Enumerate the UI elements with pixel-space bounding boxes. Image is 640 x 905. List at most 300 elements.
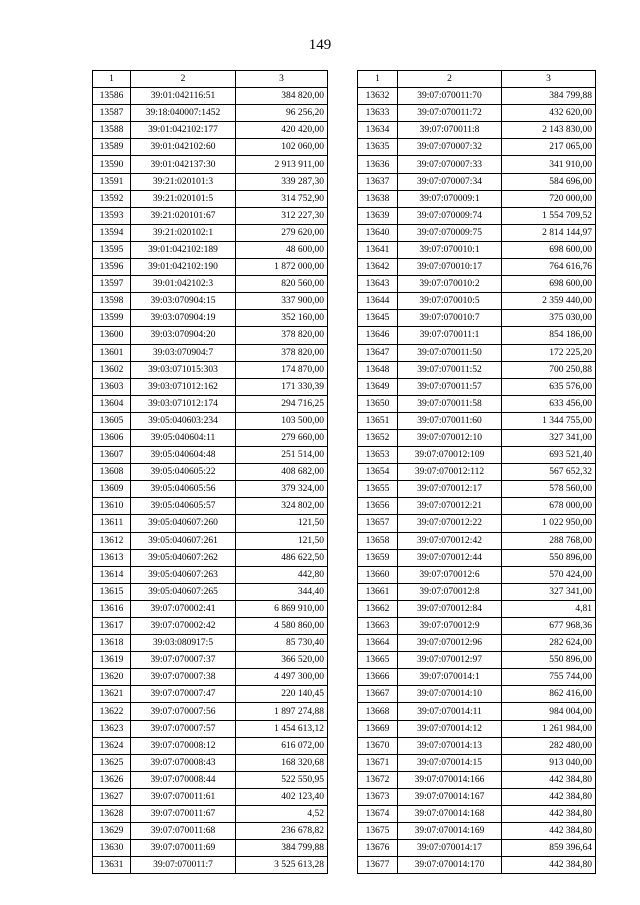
- row-index-cell: 13604: [93, 395, 131, 412]
- row-index-cell: 13668: [358, 703, 398, 720]
- cadastral-number-cell: 39:01:042102:189: [131, 241, 236, 258]
- table-row: [93, 788, 328, 805]
- row-index-cell: 13627: [93, 788, 131, 805]
- row-index-cell: 13666: [358, 669, 398, 686]
- table-row: [93, 635, 328, 652]
- cadastral-number-cell: 39:07:070012:44: [398, 549, 502, 566]
- value-cell: 384 799,88: [236, 840, 328, 857]
- value-cell: 375 030,00: [502, 310, 596, 327]
- row-index-cell: 13628: [93, 806, 131, 823]
- page-number: 149: [308, 37, 332, 53]
- row-index-cell: 13615: [93, 583, 131, 600]
- table-row: [93, 823, 328, 840]
- cadastral-number-cell: 39:07:070011:1: [398, 327, 502, 344]
- row-index-cell: 13598: [93, 293, 131, 310]
- table-row: [358, 88, 596, 105]
- row-index-cell: 13591: [93, 173, 131, 190]
- cadastral-number-cell: 39:07:070011:68: [131, 823, 236, 840]
- table-row: [358, 293, 596, 310]
- table-row: [93, 498, 328, 515]
- value-cell: 288 768,00: [502, 532, 596, 549]
- table-row: [93, 720, 328, 737]
- table-row: [93, 447, 328, 464]
- table-row: [358, 806, 596, 823]
- value-cell: 4,52: [236, 806, 328, 823]
- value-cell: 171 330,39: [236, 378, 328, 395]
- table-row: [93, 344, 328, 361]
- table-row: [358, 361, 596, 378]
- cadastral-number-cell: 39:21:020101:5: [131, 190, 236, 207]
- cadastral-number-cell: 39:03:070904:7: [131, 344, 236, 361]
- column-header-cadastral-number: 2: [131, 71, 236, 88]
- row-index-cell: 13600: [93, 327, 131, 344]
- cadastral-number-cell: 39:07:070008:44: [131, 771, 236, 788]
- row-index-cell: 13655: [358, 481, 398, 498]
- row-index-cell: 13613: [93, 549, 131, 566]
- header-row: [93, 71, 328, 88]
- value-cell: 251 514,00: [236, 447, 328, 464]
- value-cell: 282 480,00: [502, 737, 596, 754]
- table-row: [358, 481, 596, 498]
- cadastral-number-cell: 39:05:040604:48: [131, 447, 236, 464]
- cadastral-number-cell: 39:21:020101:3: [131, 173, 236, 190]
- cadastral-number-cell: 39:21:020102:1: [131, 224, 236, 241]
- row-index-cell: 13616: [93, 600, 131, 617]
- cadastral-number-cell: 39:07:070012:22: [398, 515, 502, 532]
- value-cell: 337 900,00: [236, 293, 328, 310]
- table-row: [358, 378, 596, 395]
- table-row: [358, 259, 596, 276]
- cadastral-number-cell: 39:05:040604:11: [131, 429, 236, 446]
- value-cell: 4 580 860,00: [236, 618, 328, 635]
- value-cell: 217 065,00: [502, 139, 596, 156]
- cadastral-number-cell: 39:05:040607:265: [131, 583, 236, 600]
- value-cell: 635 576,00: [502, 378, 596, 395]
- row-index-cell: 13592: [93, 190, 131, 207]
- row-index-cell: 13644: [358, 293, 398, 310]
- row-index-cell: 13665: [358, 652, 398, 669]
- value-cell: 103 500,00: [236, 412, 328, 429]
- row-index-cell: 13607: [93, 447, 131, 464]
- row-index-cell: 13610: [93, 498, 131, 515]
- cadastral-number-cell: 39:03:070904:19: [131, 310, 236, 327]
- table-row: [358, 429, 596, 446]
- row-index-cell: 13645: [358, 310, 398, 327]
- row-index-cell: 13621: [93, 686, 131, 703]
- cadastral-number-cell: 39:03:071015:303: [131, 361, 236, 378]
- value-cell: 442 384,80: [502, 788, 596, 805]
- value-cell: 384 799,88: [502, 88, 596, 105]
- table-row: [93, 754, 328, 771]
- table-row: [93, 652, 328, 669]
- value-cell: 220 140,45: [236, 686, 328, 703]
- cadastral-number-cell: 39:07:070012:8: [398, 583, 502, 600]
- cadastral-number-cell: 39:07:070014:13: [398, 737, 502, 754]
- row-index-cell: 13638: [358, 190, 398, 207]
- value-cell: 442 384,80: [502, 823, 596, 840]
- row-index-cell: 13630: [93, 840, 131, 857]
- cadastral-number-cell: 39:07:070012:21: [398, 498, 502, 515]
- value-cell: 314 752,90: [236, 190, 328, 207]
- value-cell: 96 256,20: [236, 105, 328, 122]
- cadastral-number-cell: 39:07:070011:60: [398, 412, 502, 429]
- value-cell: 172 225,20: [502, 344, 596, 361]
- cadastral-number-cell: 39:01:042102:3: [131, 276, 236, 293]
- table-row: [93, 840, 328, 857]
- table-row: [93, 737, 328, 754]
- table-row: [358, 241, 596, 258]
- cadastral-number-cell: 39:07:070011:67: [131, 806, 236, 823]
- cadastral-number-cell: 39:07:070012:97: [398, 652, 502, 669]
- value-cell: 168 320,68: [236, 754, 328, 771]
- row-index-cell: 13587: [93, 105, 131, 122]
- cadastral-number-cell: 39:07:070011:8: [398, 122, 502, 139]
- row-index-cell: 13672: [358, 771, 398, 788]
- value-cell: 402 123,40: [236, 788, 328, 805]
- value-cell: 859 396,64: [502, 840, 596, 857]
- value-cell: 764 616,76: [502, 259, 596, 276]
- row-index-cell: 13625: [93, 754, 131, 771]
- cadastral-number-cell: 39:07:070007:47: [131, 686, 236, 703]
- table-row: [358, 703, 596, 720]
- cadastral-number-cell: 39:07:070014:167: [398, 788, 502, 805]
- row-index-cell: 13673: [358, 788, 398, 805]
- row-index-cell: 13663: [358, 618, 398, 635]
- row-index-cell: 13660: [358, 566, 398, 583]
- cadastral-number-cell: 39:03:071012:174: [131, 395, 236, 412]
- table-row: [93, 88, 328, 105]
- cadastral-number-cell: 39:07:070014:1: [398, 669, 502, 686]
- row-index-cell: 13608: [93, 464, 131, 481]
- row-index-cell: 13671: [358, 754, 398, 771]
- row-index-cell: 13595: [93, 241, 131, 258]
- table-row: [358, 737, 596, 754]
- cadastral-number-cell: 39:07:070014:11: [398, 703, 502, 720]
- cadastral-number-cell: 39:05:040607:263: [131, 566, 236, 583]
- row-index-cell: 13636: [358, 156, 398, 173]
- value-cell: 279 660,00: [236, 429, 328, 446]
- table-row: [93, 857, 328, 874]
- table-row: [358, 840, 596, 857]
- header-row: [358, 71, 596, 88]
- value-cell: 384 820,00: [236, 88, 328, 105]
- value-cell: 1 897 274,88: [236, 703, 328, 720]
- table-row: [93, 549, 328, 566]
- row-index-cell: 13594: [93, 224, 131, 241]
- row-index-cell: 13651: [358, 412, 398, 429]
- table-row: [93, 224, 328, 241]
- row-index-cell: 13586: [93, 88, 131, 105]
- column-header-index: 1: [358, 71, 398, 88]
- table-row: [358, 600, 596, 617]
- value-cell: 1 022 950,00: [502, 515, 596, 532]
- table-row: [93, 190, 328, 207]
- row-index-cell: 13596: [93, 259, 131, 276]
- table-row: [358, 207, 596, 224]
- value-cell: 720 000,00: [502, 190, 596, 207]
- cadastral-number-cell: 39:07:070007:57: [131, 720, 236, 737]
- value-cell: 1 454 613,12: [236, 720, 328, 737]
- row-index-cell: 13670: [358, 737, 398, 754]
- value-cell: 294 716,25: [236, 395, 328, 412]
- table-row: [358, 618, 596, 635]
- cadastral-number-cell: 39:07:070014:12: [398, 720, 502, 737]
- column-header-index: 1: [93, 71, 131, 88]
- row-index-cell: 13606: [93, 429, 131, 446]
- cadastral-number-cell: 39:05:040605:22: [131, 464, 236, 481]
- row-index-cell: 13656: [358, 498, 398, 515]
- row-index-cell: 13649: [358, 378, 398, 395]
- table-row: [93, 156, 328, 173]
- value-cell: 344,40: [236, 583, 328, 600]
- value-cell: 550 896,00: [502, 652, 596, 669]
- row-index-cell: 13597: [93, 276, 131, 293]
- table-row: [93, 481, 328, 498]
- row-index-cell: 13605: [93, 412, 131, 429]
- value-cell: 442 384,80: [502, 806, 596, 823]
- cadastral-number-cell: 39:07:070008:12: [131, 737, 236, 754]
- table-row: [358, 276, 596, 293]
- cadastral-number-cell: 39:07:070010:2: [398, 276, 502, 293]
- value-cell: 584 696,00: [502, 173, 596, 190]
- table-row: [358, 635, 596, 652]
- row-index-cell: 13629: [93, 823, 131, 840]
- value-cell: 6 869 910,00: [236, 600, 328, 617]
- value-cell: 378 820,00: [236, 327, 328, 344]
- cadastral-number-cell: 39:05:040603:234: [131, 412, 236, 429]
- value-cell: 174 870,00: [236, 361, 328, 378]
- value-cell: 2 913 911,00: [236, 156, 328, 173]
- table-row: [93, 429, 328, 446]
- table-row: [93, 139, 328, 156]
- cadastral-number-cell: 39:07:070010:1: [398, 241, 502, 258]
- cadastral-number-cell: 39:07:070012:109: [398, 447, 502, 464]
- table-row: [93, 686, 328, 703]
- cadastral-number-cell: 39:05:040607:260: [131, 515, 236, 532]
- table-row: [93, 293, 328, 310]
- row-index-cell: 13611: [93, 515, 131, 532]
- row-index-cell: 13654: [358, 464, 398, 481]
- value-cell: 698 600,00: [502, 241, 596, 258]
- value-cell: 677 968,36: [502, 618, 596, 635]
- cadastral-number-cell: 39:05:040605:56: [131, 481, 236, 498]
- table-row: [93, 532, 328, 549]
- row-index-cell: 13631: [93, 857, 131, 874]
- value-cell: 327 341,00: [502, 429, 596, 446]
- table-row: [358, 549, 596, 566]
- value-cell: 442 384,80: [502, 771, 596, 788]
- value-cell: 550 896,00: [502, 549, 596, 566]
- cadastral-number-cell: 39:07:070014:15: [398, 754, 502, 771]
- value-cell: 327 341,00: [502, 583, 596, 600]
- table-row: [93, 669, 328, 686]
- value-cell: 2 359 440,00: [502, 293, 596, 310]
- cadastral-number-cell: 39:07:070007:33: [398, 156, 502, 173]
- table-row: [358, 105, 596, 122]
- table-row: [93, 122, 328, 139]
- cadastral-number-cell: 39:01:042116:51: [131, 88, 236, 105]
- cadastral-number-cell: 39:01:042102:190: [131, 259, 236, 276]
- table-row: [93, 771, 328, 788]
- value-cell: 4 497 300,00: [236, 669, 328, 686]
- row-index-cell: 13620: [93, 669, 131, 686]
- cadastral-number-cell: 39:07:070011:58: [398, 395, 502, 412]
- cadastral-number-cell: 39:03:080917:5: [131, 635, 236, 652]
- table-row: [358, 720, 596, 737]
- value-cell: 854 186,00: [502, 327, 596, 344]
- value-cell: 102 060,00: [236, 139, 328, 156]
- row-index-cell: 13626: [93, 771, 131, 788]
- value-cell: 984 004,00: [502, 703, 596, 720]
- value-cell: 1 872 000,00: [236, 259, 328, 276]
- value-cell: 2 814 144,97: [502, 224, 596, 241]
- row-index-cell: 13657: [358, 515, 398, 532]
- row-index-cell: 13599: [93, 310, 131, 327]
- table-row: [358, 857, 596, 874]
- table-row: [93, 327, 328, 344]
- row-index-cell: 13612: [93, 532, 131, 549]
- value-cell: 408 682,00: [236, 464, 328, 481]
- value-cell: 862 416,00: [502, 686, 596, 703]
- value-cell: 236 678,82: [236, 823, 328, 840]
- value-cell: 698 600,00: [502, 276, 596, 293]
- row-index-cell: 13647: [358, 344, 398, 361]
- row-index-cell: 13588: [93, 122, 131, 139]
- cadastral-number-cell: 39:07:070007:34: [398, 173, 502, 190]
- value-cell: 442,80: [236, 566, 328, 583]
- cadastral-number-cell: 39:07:070008:43: [131, 754, 236, 771]
- table-row: [93, 412, 328, 429]
- cadastral-number-cell: 39:01:042102:177: [131, 122, 236, 139]
- value-cell: 570 424,00: [502, 566, 596, 583]
- row-index-cell: 13624: [93, 737, 131, 754]
- table-row: [358, 310, 596, 327]
- table-row: [358, 583, 596, 600]
- value-cell: 578 560,00: [502, 481, 596, 498]
- column-header-value: 3: [236, 71, 328, 88]
- row-index-cell: 13632: [358, 88, 398, 105]
- row-index-cell: 13676: [358, 840, 398, 857]
- cadastral-number-cell: 39:07:070011:7: [131, 857, 236, 874]
- table-row: [93, 378, 328, 395]
- row-index-cell: 13675: [358, 823, 398, 840]
- cadastral-number-cell: 39:07:070012:10: [398, 429, 502, 446]
- cadastral-number-cell: 39:03:070904:20: [131, 327, 236, 344]
- cadastral-number-cell: 39:07:070007:56: [131, 703, 236, 720]
- row-index-cell: 13603: [93, 378, 131, 395]
- value-cell: 913 040,00: [502, 754, 596, 771]
- row-index-cell: 13590: [93, 156, 131, 173]
- row-index-cell: 13662: [358, 600, 398, 617]
- cadastral-number-cell: 39:07:070014:10: [398, 686, 502, 703]
- value-cell: 312 227,30: [236, 207, 328, 224]
- value-cell: 1 554 709,52: [502, 207, 596, 224]
- row-index-cell: 13634: [358, 122, 398, 139]
- table-row: [358, 122, 596, 139]
- column-header-cadastral-number: 2: [398, 71, 502, 88]
- value-cell: 379 324,00: [236, 481, 328, 498]
- table-row: [358, 327, 596, 344]
- table-row: [93, 618, 328, 635]
- value-cell: 1 344 755,00: [502, 412, 596, 429]
- cadastral-number-cell: 39:07:070009:74: [398, 207, 502, 224]
- table-row: [93, 600, 328, 617]
- right-register-table: [357, 70, 596, 874]
- cadastral-number-cell: 39:07:070011:70: [398, 88, 502, 105]
- table-row: [93, 105, 328, 122]
- value-cell: 700 250,88: [502, 361, 596, 378]
- table-row: [358, 686, 596, 703]
- cadastral-number-cell: 39:07:070014:166: [398, 771, 502, 788]
- cadastral-number-cell: 39:07:070010:5: [398, 293, 502, 310]
- row-index-cell: 13677: [358, 857, 398, 874]
- left-table-body: [93, 88, 328, 874]
- row-index-cell: 13619: [93, 652, 131, 669]
- table-row: [358, 344, 596, 361]
- value-cell: 85 730,40: [236, 635, 328, 652]
- table-row: [358, 532, 596, 549]
- cadastral-number-cell: 39:01:042102:60: [131, 139, 236, 156]
- table-row: [93, 566, 328, 583]
- value-cell: 2 143 830,00: [502, 122, 596, 139]
- right-table-body: [358, 88, 596, 874]
- cadastral-number-cell: 39:07:070014:17: [398, 840, 502, 857]
- row-index-cell: 13646: [358, 327, 398, 344]
- table-row: [93, 276, 328, 293]
- cadastral-number-cell: 39:07:070012:96: [398, 635, 502, 652]
- table-row: [358, 447, 596, 464]
- row-index-cell: 13639: [358, 207, 398, 224]
- row-index-cell: 13622: [93, 703, 131, 720]
- row-index-cell: 13623: [93, 720, 131, 737]
- value-cell: 755 744,00: [502, 669, 596, 686]
- row-index-cell: 13658: [358, 532, 398, 549]
- cadastral-number-cell: 39:07:070011:52: [398, 361, 502, 378]
- value-cell: 121,50: [236, 532, 328, 549]
- row-index-cell: 13635: [358, 139, 398, 156]
- row-index-cell: 13609: [93, 481, 131, 498]
- table-row: [93, 241, 328, 258]
- table-row: [93, 361, 328, 378]
- cadastral-number-cell: 39:07:070011:61: [131, 788, 236, 805]
- value-cell: 442 384,80: [502, 857, 596, 874]
- value-cell: 352 160,00: [236, 310, 328, 327]
- value-cell: 633 456,00: [502, 395, 596, 412]
- value-cell: 678 000,00: [502, 498, 596, 515]
- table-row: [358, 139, 596, 156]
- cadastral-number-cell: 39:03:071012:162: [131, 378, 236, 395]
- cadastral-number-cell: 39:07:070012:84: [398, 600, 502, 617]
- row-index-cell: 13618: [93, 635, 131, 652]
- value-cell: 279 620,00: [236, 224, 328, 241]
- value-cell: 522 550,95: [236, 771, 328, 788]
- row-index-cell: 13669: [358, 720, 398, 737]
- cadastral-number-cell: 39:07:070012:9: [398, 618, 502, 635]
- table-row: [358, 652, 596, 669]
- value-cell: 820 560,00: [236, 276, 328, 293]
- table-row: [358, 771, 596, 788]
- table-row: [358, 823, 596, 840]
- table-row: [358, 566, 596, 583]
- cadastral-number-cell: 39:07:070007:32: [398, 139, 502, 156]
- row-index-cell: 13659: [358, 549, 398, 566]
- cadastral-number-cell: 39:07:070011:69: [131, 840, 236, 857]
- table-row: [358, 788, 596, 805]
- left-register-table: [92, 70, 328, 874]
- table-row: [93, 310, 328, 327]
- row-index-cell: 13617: [93, 618, 131, 635]
- cadastral-number-cell: 39:07:070011:50: [398, 344, 502, 361]
